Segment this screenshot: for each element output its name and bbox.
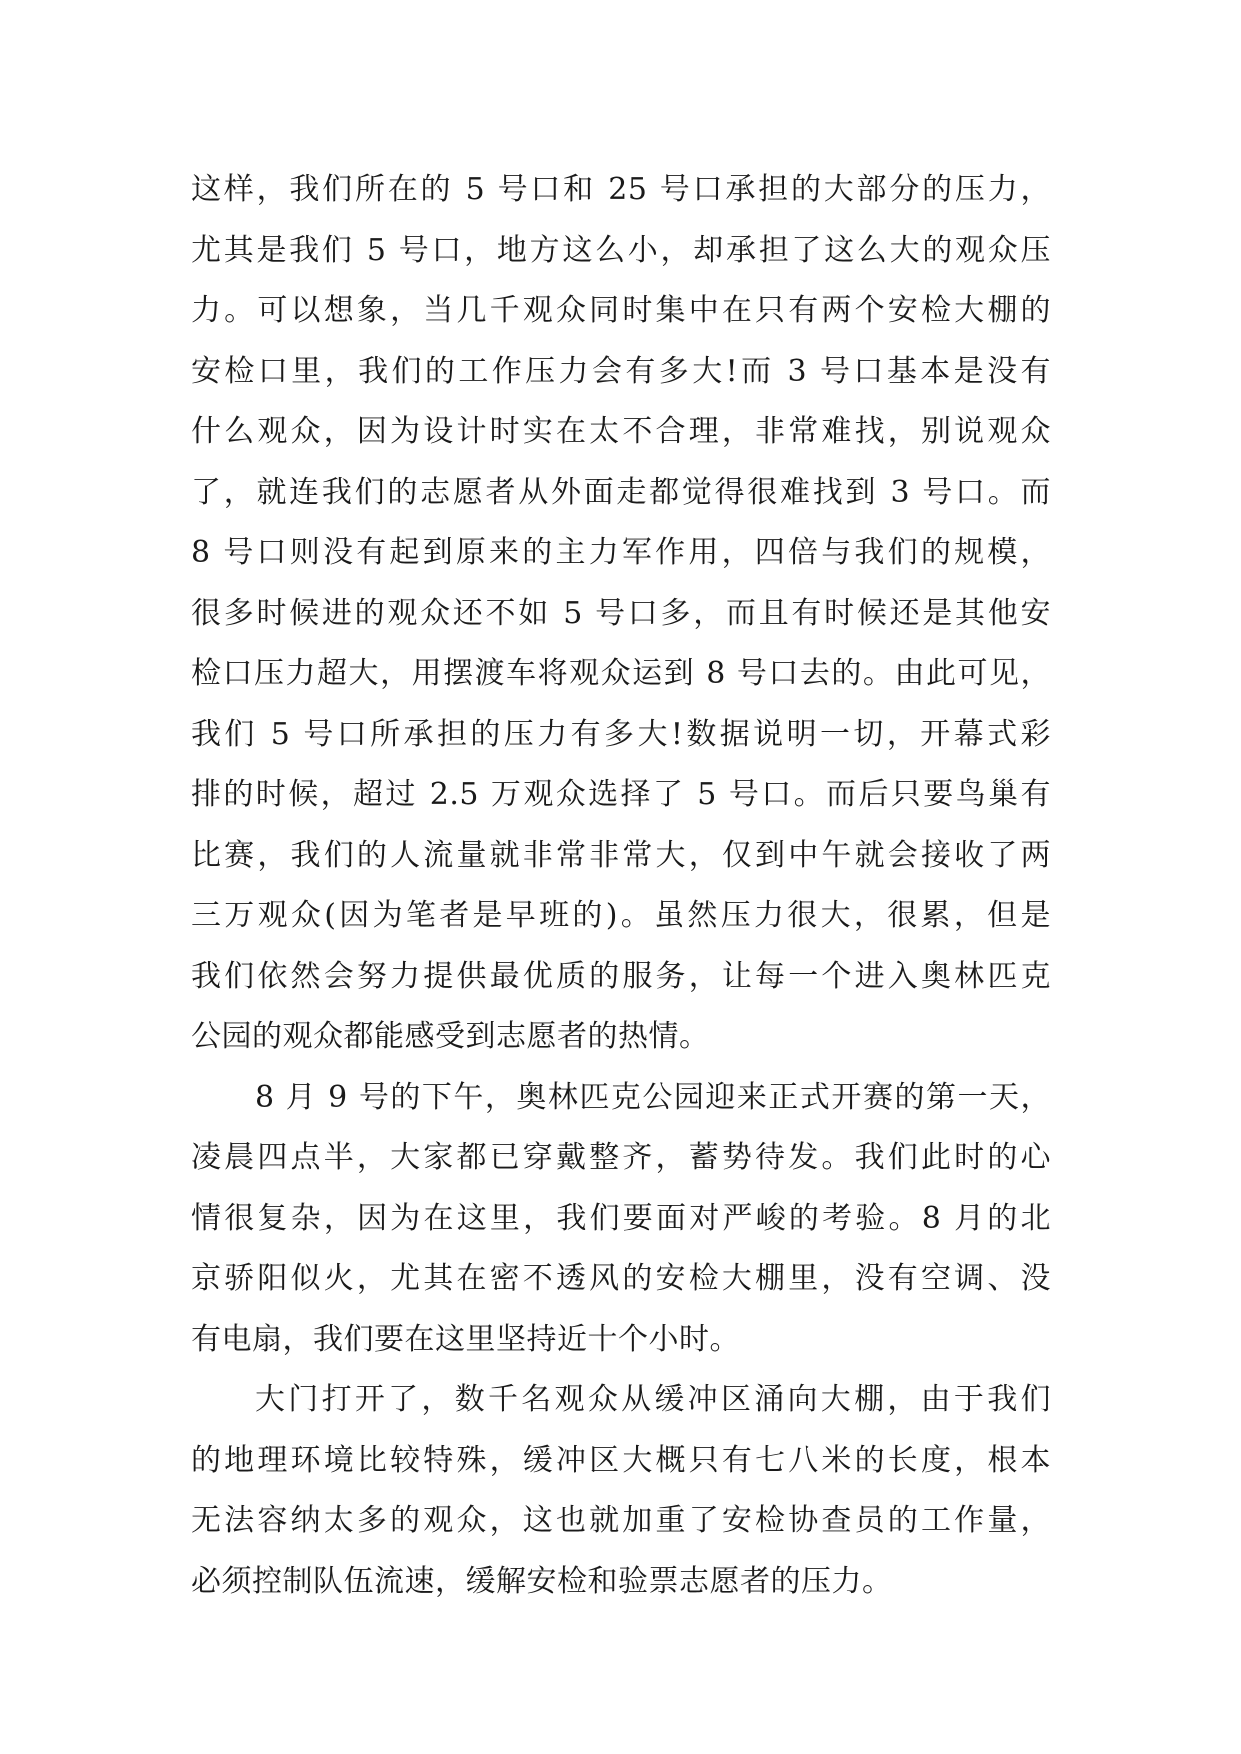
text-line: 尤其是我们 5 号口，地方这么小，却承担了这么大的观众压 xyxy=(191,232,1051,268)
text-line: 8 号口则没有起到原来的主力军作用，四倍与我们的规模， xyxy=(191,535,1051,570)
text-line: 无法容纳太多的观众，这也就加重了安检协查员的工作量， xyxy=(191,1503,1051,1538)
text-line: 力。可以想象，当几千观众同时集中在只有两个安检大棚的 xyxy=(191,293,1051,328)
text-line: 的地理环境比较特殊，缓冲区大概只有七八米的长度，根本 xyxy=(191,1442,1051,1478)
text-line: 必须控制队伍流速，缓解安检和验票志愿者的压力。 xyxy=(191,1563,893,1599)
text-line: 有电扇，我们要在这里坚持近十个小时。 xyxy=(191,1321,740,1357)
text-line: 我们依然会努力提供最优质的服务，让每一个进入奥林匹克 xyxy=(191,958,1051,994)
text-line: 情很复杂，因为在这里，我们要面对严峻的考验。8 月的北 xyxy=(191,1200,1051,1236)
text-line: 大门打开了，数千名观众从缓冲区涌向大棚，由于我们 xyxy=(255,1382,1051,1417)
text-line: 比赛，我们的人流量就非常非常大，仅到中午就会接收了两 xyxy=(191,837,1051,873)
text-line: 检口压力超大，用摆渡车将观众运到 8 号口去的。由此可见， xyxy=(191,656,1051,691)
text-line: 排的时候，超过 2.5 万观众选择了 5 号口。而后只要鸟巢有 xyxy=(191,777,1051,812)
text-line: 了，就连我们的志愿者从外面走都觉得很难找到 3 号口。而 xyxy=(191,474,1051,510)
text-line: 安检口里，我们的工作压力会有多大!而 3 号口基本是没有 xyxy=(191,353,1051,389)
text-line: 凌晨四点半，大家都已穿戴整齐，蓄势待发。我们此时的心 xyxy=(191,1140,1051,1175)
text-line: 公园的观众都能感受到志愿者的热情。 xyxy=(191,1019,710,1054)
text-line: 很多时候进的观众还不如 5 号口多，而且有时候还是其他安 xyxy=(191,595,1051,631)
text-line: 这样，我们所在的 5 号口和 25 号口承担的大部分的压力， xyxy=(191,172,1051,207)
text-line: 什么观众，因为设计时实在太不合理，非常难找，别说观众 xyxy=(191,414,1051,449)
body-text xyxy=(191,160,1051,1612)
text-line: 8 月 9 号的下午，奥林匹克公园迎来正式开赛的第一天， xyxy=(255,1079,1051,1115)
text-line: 三万观众(因为笔者是早班的)。虽然压力很大，很累，但是 xyxy=(191,898,1051,933)
text-line: 我们 5 号口所承担的压力有多大!数据说明一切，开幕式彩 xyxy=(191,716,1051,752)
text-line: 京骄阳似火，尤其在密不透风的安检大棚里，没有空调、没 xyxy=(191,1261,1051,1296)
